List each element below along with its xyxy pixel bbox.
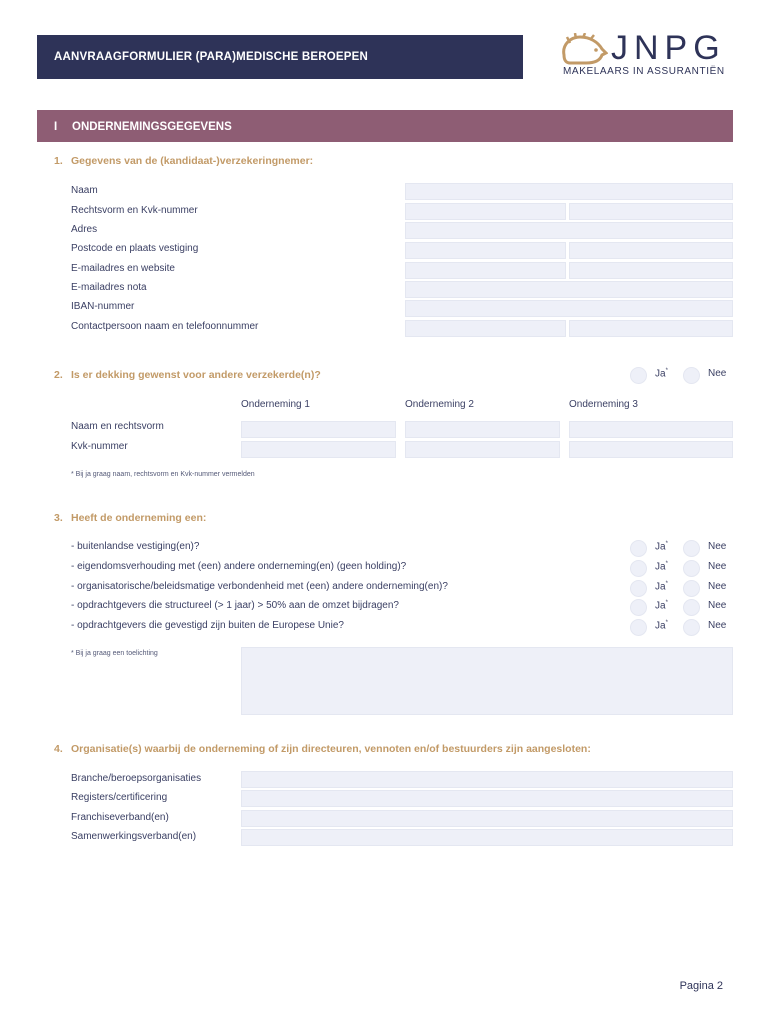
invoice-email-input[interactable] (405, 281, 733, 298)
no-radio[interactable] (683, 367, 700, 384)
list-item: - organisatorische/beleidsmatige verbondenheid met (een) andere onderneming(en)? (71, 581, 448, 592)
footnote: * Bij ja graag een toelichting (71, 650, 158, 657)
yes-radio[interactable] (630, 560, 647, 577)
field-label: Franchiseverband(en) (71, 812, 169, 823)
no-label: Nee (708, 620, 727, 631)
address-input[interactable] (405, 222, 733, 239)
yes-radio[interactable] (630, 619, 647, 636)
yes-label: Ja* (655, 561, 668, 573)
no-label: Nee (708, 541, 727, 552)
question-title: Gegevens van de (kandidaat-)verzekeringnemer: (71, 155, 314, 167)
registers-input[interactable] (241, 790, 733, 807)
contact-name-input[interactable] (405, 320, 566, 337)
field-label: Postcode en plaats vestiging (71, 243, 199, 254)
question-number: 2. (54, 369, 63, 381)
field-label: Samenwerkingsverband(en) (71, 831, 197, 842)
branch-organisations-input[interactable] (241, 771, 733, 788)
field-label: Registers/certificering (71, 792, 168, 803)
company-1-kvk-input[interactable] (241, 441, 396, 458)
company-2-kvk-input[interactable] (405, 441, 560, 458)
section-title: ONDERNEMINGSGEGEVENS (72, 121, 232, 133)
page-number: Pagina 2 (679, 980, 723, 992)
company-1-name-input[interactable] (241, 421, 396, 438)
yes-radio[interactable] (630, 540, 647, 557)
company-3-kvk-input[interactable] (569, 441, 733, 458)
section-header (37, 110, 733, 142)
contact-phone-input[interactable] (569, 320, 733, 337)
yes-label: Ja* (655, 368, 668, 380)
website-input[interactable] (569, 262, 733, 279)
question-1-heading (54, 155, 313, 167)
postcode-input[interactable] (405, 242, 566, 259)
column-header: Onderneming 1 (241, 399, 310, 410)
email-input[interactable] (405, 262, 566, 279)
no-label: Nee (708, 368, 727, 379)
no-label: Nee (708, 561, 727, 572)
question-title: Is er dekking gewenst voor andere verzekerde(n)? (71, 369, 321, 381)
list-item: - opdrachtgevers die structureel (> 1 jaar) > 50% aan de omzet bijdragen? (71, 600, 399, 611)
yes-label: Ja* (655, 581, 668, 593)
question-2-heading (54, 369, 321, 381)
question-3-heading (54, 512, 206, 524)
field-label: Naam en rechtsvorm (71, 421, 164, 432)
iban-input[interactable] (405, 300, 733, 317)
question-number: 1. (54, 155, 63, 167)
field-label: Branche/beroepsorganisaties (71, 773, 202, 784)
partnership-input[interactable] (241, 829, 733, 846)
legal-form-input[interactable] (405, 203, 566, 220)
company-3-name-input[interactable] (569, 421, 733, 438)
franchise-input[interactable] (241, 810, 733, 827)
no-label: Nee (708, 581, 727, 592)
no-radio[interactable] (683, 560, 700, 577)
logo-wordmark: JNPG (611, 29, 726, 67)
company-2-name-input[interactable] (405, 421, 560, 438)
kvk-number-input[interactable] (569, 203, 733, 220)
column-header: Onderneming 3 (569, 399, 638, 410)
no-radio[interactable] (683, 599, 700, 616)
column-header: Onderneming 2 (405, 399, 474, 410)
explanation-textarea[interactable] (241, 647, 733, 715)
section-number: I (54, 121, 58, 133)
logo-subtitle: MAKELAARS IN ASSURANTIËN (563, 66, 725, 77)
no-radio[interactable] (683, 619, 700, 636)
question-number: 3. (54, 512, 63, 524)
yes-label: Ja* (655, 600, 668, 612)
city-input[interactable] (569, 242, 733, 259)
no-label: Nee (708, 600, 727, 611)
no-radio[interactable] (683, 580, 700, 597)
hedgehog-logo-icon (560, 33, 608, 67)
yes-radio[interactable] (630, 580, 647, 597)
list-item: - opdrachtgevers die gevestigd zijn buiten de Europese Unie? (71, 620, 344, 631)
list-item: - eigendomsverhouding met (een) andere onderneming(en) (geen holding)? (71, 561, 407, 572)
field-label: Kvk-nummer (71, 441, 128, 452)
field-label: Contactpersoon naam en telefoonnummer (71, 321, 259, 332)
list-item: - buitenlandse vestiging(en)? (71, 541, 200, 552)
question-number: 4. (54, 743, 63, 755)
field-label: Naam (71, 185, 98, 196)
yes-label: Ja* (655, 620, 668, 632)
name-input[interactable] (405, 183, 733, 200)
footnote: * Bij ja graag naam, rechtsvorm en Kvk-nummer vermelden (71, 471, 255, 478)
yes-radio[interactable] (630, 367, 647, 384)
question-4-heading (54, 743, 591, 755)
yes-radio[interactable] (630, 599, 647, 616)
field-label: Adres (71, 224, 98, 235)
no-radio[interactable] (683, 540, 700, 557)
question-title: Heeft de onderneming een: (71, 512, 207, 524)
field-label: E-mailadres nota (71, 282, 147, 293)
field-label: Rechtsvorm en Kvk-nummer (71, 205, 198, 216)
question-title: Organisatie(s) waarbij de onderneming of zijn directeuren, vennoten en/of bestuurders zijn aangesloten: (71, 743, 591, 755)
yes-label: Ja* (655, 541, 668, 553)
field-label: E-mailadres en website (71, 263, 175, 274)
form-title: AANVRAAGFORMULIER (PARA)MEDISCHE BEROEPEN (54, 51, 369, 63)
field-label: IBAN-nummer (71, 301, 135, 312)
form-title-bar (37, 35, 523, 79)
